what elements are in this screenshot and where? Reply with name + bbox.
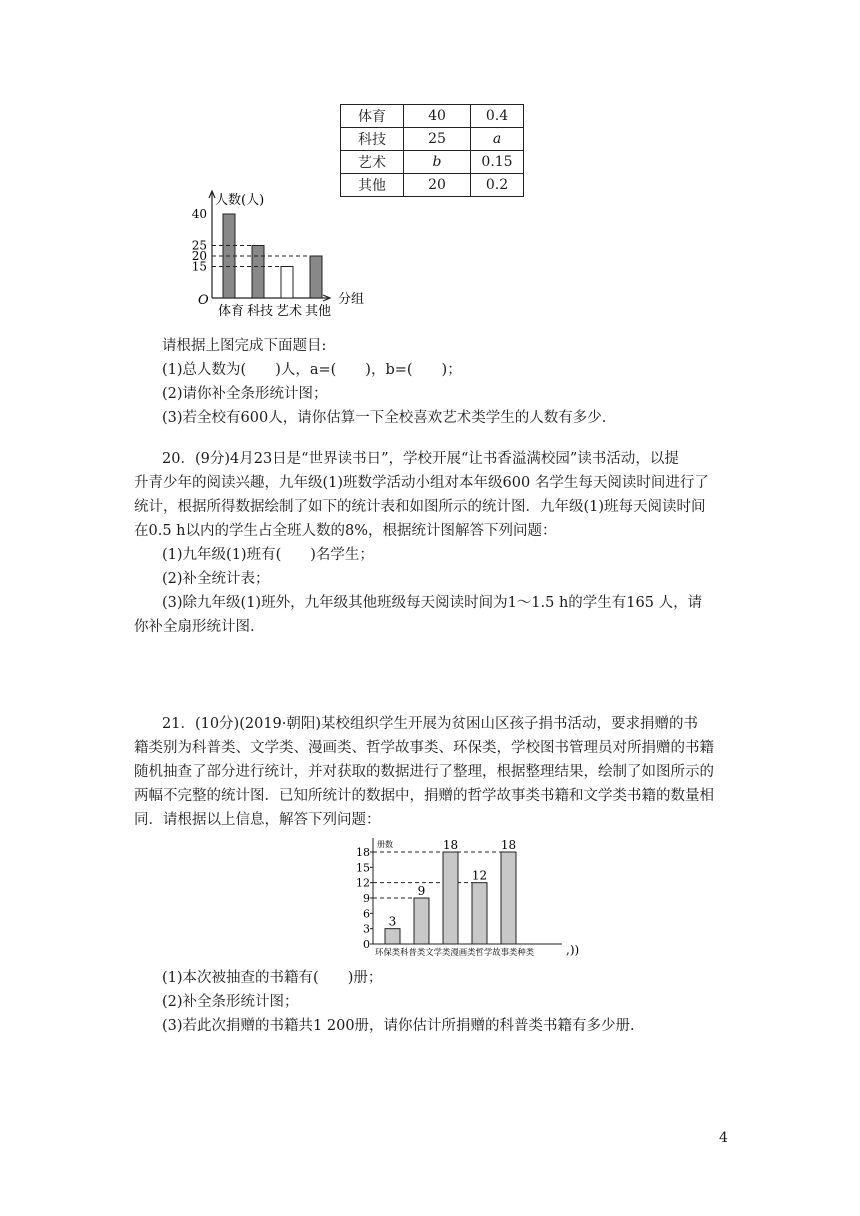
freq-table-cell-category: 其他: [341, 174, 404, 197]
data-label: 12: [471, 868, 488, 883]
bar: [501, 852, 516, 944]
q20-line3: 统计，根据所得数据绘制了如下的统计表和如图所示的统计图．九年级(1)班每天阅读时间: [134, 499, 706, 515]
freq-table-cell-freq: 0.4: [471, 105, 524, 128]
bar: [414, 898, 429, 944]
bar: [443, 852, 458, 944]
freq-table-cell-count: 20: [404, 174, 471, 197]
y-tick-label: 12: [356, 876, 370, 890]
freq-table-row: [341, 151, 524, 174]
q19-sub3: (3)若全校有600人，请你估算一下全校喜欢艺术类学生的人数有多少.: [162, 410, 607, 426]
y-tick-label: 15: [191, 259, 207, 274]
y-tick-label: 15: [356, 861, 370, 875]
x-axis-title: 分组: [338, 292, 365, 307]
y-tick-label: 0: [363, 938, 370, 951]
y-axis-title: 人数(人): [215, 193, 265, 208]
y-tick-label: 3: [363, 922, 370, 936]
bar: [310, 256, 322, 298]
y-tick-label: 20: [191, 249, 207, 263]
freq-table-cell-category: 体育: [341, 105, 404, 128]
freq-table-cell-freq: a: [471, 128, 524, 151]
q21-line1: 21．(10分)(2019·朝阳)某校组织学生开展为贫困山区孩子捐书活动，要求捐赠的书: [162, 716, 699, 732]
bar: [281, 267, 293, 299]
q20-line2: 升青少年的阅读兴趣，九年级(1)班数学活动小组对本年级600 名学生每天阅读时间进行了: [134, 475, 709, 491]
bar: [385, 929, 400, 944]
freq-table-cell-freq: 0.2: [471, 174, 524, 197]
y-tick-label: 18: [356, 846, 370, 859]
book-count-bar-chart: [340, 836, 600, 960]
freq-table-cell-freq: 0.15: [471, 151, 524, 174]
freq-table-row: [341, 128, 524, 151]
student-count-bar-chart: [180, 188, 380, 320]
freq-table-cell-count: b: [404, 151, 471, 174]
data-label: 9: [417, 884, 426, 898]
q20-sub2: (2)补全统计表；: [162, 571, 270, 587]
q21-sub3: (3)若此次捐赠的书籍共1 200册，请你估计所捐赠的科普类书籍有多少册.: [162, 1018, 635, 1034]
y-tick-label: 6: [363, 907, 370, 921]
x-tick-label: 科技: [246, 304, 274, 319]
stray-text: ,)): [566, 943, 580, 957]
q20-line1: 20．(9分)4月23日是“世界读书日”，学校开展“让书香溢满校园”读书活动，以提: [162, 451, 679, 467]
origin-label: O: [198, 293, 209, 308]
q20-sub3b: 你补全扇形统计图.: [134, 619, 255, 635]
bar: [472, 883, 487, 944]
freq-table-row: [341, 105, 524, 128]
q21-line5: 同．请根据以上信息，解答下列问题：: [134, 812, 381, 828]
data-label: 18: [442, 838, 459, 852]
bar: [252, 246, 264, 299]
page-number: 4: [719, 1130, 728, 1146]
frequency-table: [340, 104, 524, 197]
x-tick-label: 体育: [217, 304, 245, 319]
q21-line3: 随机抽查了部分进行统计，并对获取的数据进行了整理，根据整理结果，绘制了如图所示的: [134, 764, 714, 780]
q19-sub2: (2)请你补全条形统计图；: [162, 386, 328, 402]
x-tick-labels: 环保类科普类文学类漫画类哲学故事类种类: [375, 947, 535, 957]
q21-sub2: (2)补全条形统计图；: [162, 994, 299, 1010]
y-axis-title: 册数: [377, 840, 393, 849]
q19-prompt: 请根据上图完成下面题目:: [162, 338, 327, 354]
freq-table-cell-category: 艺术: [341, 151, 404, 174]
freq-table-cell-category: 科技: [341, 128, 404, 151]
x-tick-label: 其他: [304, 304, 332, 319]
q19-sub1: (1)总人数为( )人，a=( )，b=( )；: [162, 362, 462, 378]
y-tick-label: 9: [363, 892, 370, 905]
q20-sub3a: (3)除九年级(1)班外，九年级其他班级每天阅读时间为1～1.5 h的学生有165 人，请: [162, 595, 703, 611]
data-label: 3: [388, 914, 397, 929]
q21-sub1: (1)本次被抽查的书籍有( )册；: [162, 970, 383, 986]
freq-table-cell-count: 40: [404, 105, 471, 128]
y-tick-label: 40: [191, 207, 207, 221]
x-tick-label: 艺术: [275, 304, 303, 319]
data-label: 18: [500, 838, 517, 852]
y-tick-label: 25: [191, 238, 207, 253]
q21-line4: 两幅不完整的统计图．已知所统计的数据中，捐赠的哲学故事类书籍和文学类书籍的数量相: [134, 788, 714, 804]
q21-line2: 籍类别为科普类、文学类、漫画类、哲学故事类、环保类，学校图书管理员对所捐赠的书籍: [134, 740, 714, 756]
q20-sub1: (1)九年级(1)班有( )名学生；: [162, 547, 374, 563]
freq-table-cell-count: 25: [404, 128, 471, 151]
q20-line4: 在0.5 h以内的学生占全班人数的8%，根据统计图解答下列问题：: [134, 523, 557, 539]
